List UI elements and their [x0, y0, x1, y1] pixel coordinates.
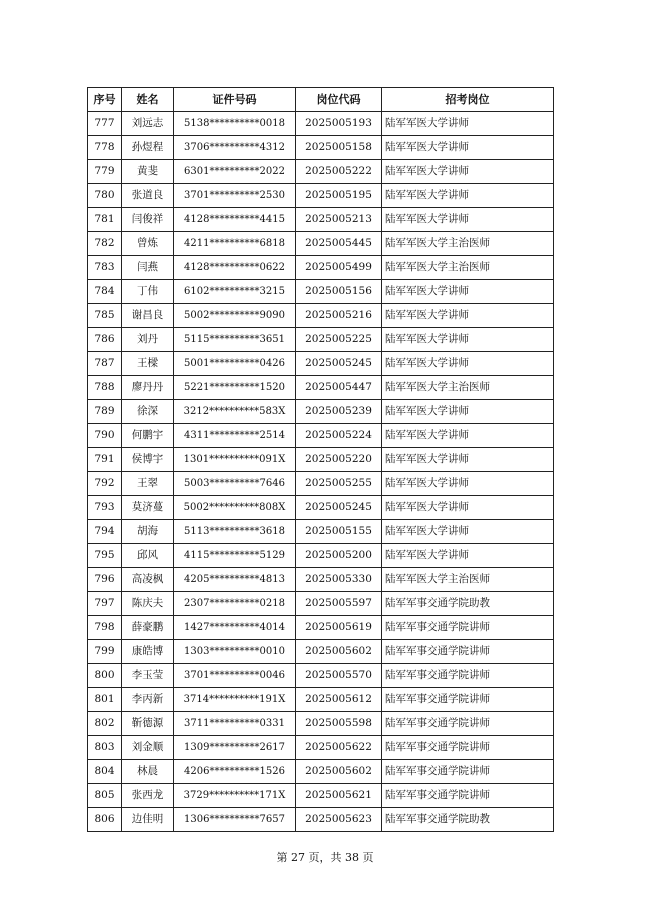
cell-id: 3706**********4312	[174, 136, 296, 160]
cell-id: 4311**********2514	[174, 424, 296, 448]
cell-name: 康皓博	[122, 640, 174, 664]
cell-id: 5221**********1520	[174, 376, 296, 400]
cell-post: 陆军军医大学讲师	[382, 160, 554, 184]
cell-seq: 800	[88, 664, 122, 688]
table-row	[88, 256, 554, 280]
cell-seq: 803	[88, 736, 122, 760]
cell-name: 孙煜程	[122, 136, 174, 160]
cell-code: 2025005330	[296, 568, 382, 592]
cell-code: 2025005445	[296, 232, 382, 256]
cell-code: 2025005158	[296, 136, 382, 160]
cell-name: 廖丹丹	[122, 376, 174, 400]
table-row	[88, 472, 554, 496]
cell-code: 2025005623	[296, 808, 382, 832]
cell-post: 陆军军医大学主治医师	[382, 256, 554, 280]
cell-code: 2025005602	[296, 640, 382, 664]
cell-name: 李玉莹	[122, 664, 174, 688]
table-row	[88, 448, 554, 472]
cell-name: 邱风	[122, 544, 174, 568]
cell-post: 陆军军医大学讲师	[382, 328, 554, 352]
cell-post: 陆军军医大学讲师	[382, 304, 554, 328]
cell-seq: 799	[88, 640, 122, 664]
table-row	[88, 568, 554, 592]
cell-code: 2025005619	[296, 616, 382, 640]
table-row	[88, 424, 554, 448]
cell-post: 陆军军医大学讲师	[382, 208, 554, 232]
cell-seq: 786	[88, 328, 122, 352]
cell-seq: 787	[88, 352, 122, 376]
cell-id: 4211**********6818	[174, 232, 296, 256]
cell-code: 2025005621	[296, 784, 382, 808]
cell-name: 闫燕	[122, 256, 174, 280]
cell-post: 陆军军事交通学院讲师	[382, 760, 554, 784]
cell-id: 3212**********583X	[174, 400, 296, 424]
table-row	[88, 112, 554, 136]
table-row	[88, 688, 554, 712]
cell-seq: 785	[88, 304, 122, 328]
cell-id: 3711**********0331	[174, 712, 296, 736]
cell-post: 陆军军事交通学院讲师	[382, 712, 554, 736]
table-row	[88, 736, 554, 760]
cell-post: 陆军军事交通学院讲师	[382, 616, 554, 640]
cell-post: 陆军军医大学讲师	[382, 280, 554, 304]
cell-seq: 795	[88, 544, 122, 568]
cell-seq: 779	[88, 160, 122, 184]
cell-post: 陆军军事交通学院讲师	[382, 664, 554, 688]
cell-code: 2025005597	[296, 592, 382, 616]
table-row	[88, 520, 554, 544]
cell-post: 陆军军医大学讲师	[382, 352, 554, 376]
cell-seq: 802	[88, 712, 122, 736]
cell-code: 2025005156	[296, 280, 382, 304]
cell-id: 5002**********808X	[174, 496, 296, 520]
table-row	[88, 184, 554, 208]
cell-name: 何鹏宇	[122, 424, 174, 448]
table-row	[88, 208, 554, 232]
cell-name: 高凌枫	[122, 568, 174, 592]
cell-name: 王翠	[122, 472, 174, 496]
cell-name: 张西龙	[122, 784, 174, 808]
cell-seq: 798	[88, 616, 122, 640]
table-body	[88, 112, 554, 832]
table-row	[88, 136, 554, 160]
cell-id: 4128**********0622	[174, 256, 296, 280]
header-id: 证件号码	[174, 88, 296, 112]
cell-seq: 789	[88, 400, 122, 424]
cell-name: 丁伟	[122, 280, 174, 304]
cell-id: 3701**********2530	[174, 184, 296, 208]
cell-name: 陈庆夫	[122, 592, 174, 616]
table-row	[88, 712, 554, 736]
cell-id: 6301**********2022	[174, 160, 296, 184]
cell-name: 王樑	[122, 352, 174, 376]
cell-post: 陆军军医大学讲师	[382, 136, 554, 160]
cell-seq: 794	[88, 520, 122, 544]
table-row	[88, 784, 554, 808]
cell-seq: 797	[88, 592, 122, 616]
cell-name: 张道良	[122, 184, 174, 208]
cell-name: 林晨	[122, 760, 174, 784]
table-row	[88, 376, 554, 400]
cell-post: 陆军军医大学讲师	[382, 400, 554, 424]
cell-code: 2025005602	[296, 760, 382, 784]
cell-id: 5113**********3618	[174, 520, 296, 544]
table-header-row	[88, 88, 554, 112]
cell-seq: 792	[88, 472, 122, 496]
table-row	[88, 760, 554, 784]
header-code: 岗位代码	[296, 88, 382, 112]
cell-code: 2025005612	[296, 688, 382, 712]
cell-post: 陆军军医大学讲师	[382, 544, 554, 568]
cell-name: 靳德源	[122, 712, 174, 736]
cell-name: 边佳明	[122, 808, 174, 832]
cell-code: 2025005222	[296, 160, 382, 184]
cell-id: 3729**********171X	[174, 784, 296, 808]
cell-id: 1309**********2617	[174, 736, 296, 760]
table-row	[88, 160, 554, 184]
cell-name: 侯博宇	[122, 448, 174, 472]
table-row	[88, 304, 554, 328]
cell-name: 黄斐	[122, 160, 174, 184]
cell-post: 陆军军事交通学院讲师	[382, 688, 554, 712]
cell-id: 3714**********191X	[174, 688, 296, 712]
cell-id: 4128**********4415	[174, 208, 296, 232]
cell-seq: 788	[88, 376, 122, 400]
cell-code: 2025005245	[296, 352, 382, 376]
cell-id: 6102**********3215	[174, 280, 296, 304]
cell-id: 5138**********0018	[174, 112, 296, 136]
table-row	[88, 328, 554, 352]
header-seq: 序号	[88, 88, 122, 112]
cell-code: 2025005598	[296, 712, 382, 736]
cell-id: 5002**********9090	[174, 304, 296, 328]
table-row	[88, 544, 554, 568]
cell-post: 陆军军医大学主治医师	[382, 376, 554, 400]
cell-code: 2025005193	[296, 112, 382, 136]
cell-id: 1303**********0010	[174, 640, 296, 664]
cell-code: 2025005220	[296, 448, 382, 472]
cell-code: 2025005245	[296, 496, 382, 520]
cell-id: 2307**********0218	[174, 592, 296, 616]
cell-name: 刘金顺	[122, 736, 174, 760]
cell-post: 陆军军事交通学院讲师	[382, 640, 554, 664]
cell-id: 4206**********1526	[174, 760, 296, 784]
cell-seq: 801	[88, 688, 122, 712]
cell-seq: 783	[88, 256, 122, 280]
cell-post: 陆军军医大学讲师	[382, 112, 554, 136]
cell-id: 5001**********0426	[174, 352, 296, 376]
table-row	[88, 232, 554, 256]
cell-seq: 790	[88, 424, 122, 448]
table-row	[88, 640, 554, 664]
cell-id: 4115**********5129	[174, 544, 296, 568]
cell-code: 2025005216	[296, 304, 382, 328]
cell-code: 2025005213	[296, 208, 382, 232]
cell-id: 1427**********4014	[174, 616, 296, 640]
cell-id: 1306**********7657	[174, 808, 296, 832]
cell-code: 2025005499	[296, 256, 382, 280]
cell-code: 2025005447	[296, 376, 382, 400]
cell-code: 2025005239	[296, 400, 382, 424]
cell-seq: 781	[88, 208, 122, 232]
cell-name: 刘丹	[122, 328, 174, 352]
cell-code: 2025005255	[296, 472, 382, 496]
cell-seq: 780	[88, 184, 122, 208]
cell-id: 1301**********091X	[174, 448, 296, 472]
cell-seq: 782	[88, 232, 122, 256]
cell-code: 2025005570	[296, 664, 382, 688]
cell-seq: 804	[88, 760, 122, 784]
header-post: 招考岗位	[382, 88, 554, 112]
cell-seq: 796	[88, 568, 122, 592]
cell-seq: 793	[88, 496, 122, 520]
cell-code: 2025005622	[296, 736, 382, 760]
cell-post: 陆军军医大学讲师	[382, 520, 554, 544]
cell-seq: 805	[88, 784, 122, 808]
cell-post: 陆军军事交通学院助教	[382, 592, 554, 616]
cell-name: 闫俊祥	[122, 208, 174, 232]
cell-name: 李丙新	[122, 688, 174, 712]
table-row	[88, 400, 554, 424]
cell-post: 陆军军事交通学院讲师	[382, 784, 554, 808]
table-row	[88, 592, 554, 616]
cell-name: 薛豪鹏	[122, 616, 174, 640]
cell-post: 陆军军医大学主治医师	[382, 568, 554, 592]
cell-post: 陆军军医大学讲师	[382, 496, 554, 520]
table-row	[88, 352, 554, 376]
header-name: 姓名	[122, 88, 174, 112]
cell-post: 陆军军医大学主治医师	[382, 232, 554, 256]
table-row	[88, 808, 554, 832]
cell-name: 胡海	[122, 520, 174, 544]
cell-code: 2025005200	[296, 544, 382, 568]
cell-code: 2025005224	[296, 424, 382, 448]
table-row	[88, 616, 554, 640]
cell-seq: 791	[88, 448, 122, 472]
cell-name: 刘远志	[122, 112, 174, 136]
cell-post: 陆军军事交通学院讲师	[382, 736, 554, 760]
cell-code: 2025005225	[296, 328, 382, 352]
page-footer: 第 27 页，共 38 页	[276, 851, 374, 864]
candidate-table	[87, 87, 554, 832]
cell-name: 谢昌良	[122, 304, 174, 328]
cell-id: 4205**********4813	[174, 568, 296, 592]
cell-post: 陆军军医大学讲师	[382, 184, 554, 208]
cell-seq: 777	[88, 112, 122, 136]
cell-post: 陆军军事交通学院助教	[382, 808, 554, 832]
table-row	[88, 664, 554, 688]
cell-code: 2025005155	[296, 520, 382, 544]
cell-name: 曾炼	[122, 232, 174, 256]
cell-post: 陆军军医大学讲师	[382, 472, 554, 496]
cell-name: 莫济蔓	[122, 496, 174, 520]
cell-id: 5115**********3651	[174, 328, 296, 352]
table-row	[88, 280, 554, 304]
cell-post: 陆军军医大学讲师	[382, 448, 554, 472]
cell-code: 2025005195	[296, 184, 382, 208]
cell-seq: 778	[88, 136, 122, 160]
cell-post: 陆军军医大学讲师	[382, 424, 554, 448]
cell-seq: 806	[88, 808, 122, 832]
table-row	[88, 496, 554, 520]
cell-seq: 784	[88, 280, 122, 304]
cell-id: 3701**********0046	[174, 664, 296, 688]
cell-name: 徐深	[122, 400, 174, 424]
cell-id: 5003**********7646	[174, 472, 296, 496]
